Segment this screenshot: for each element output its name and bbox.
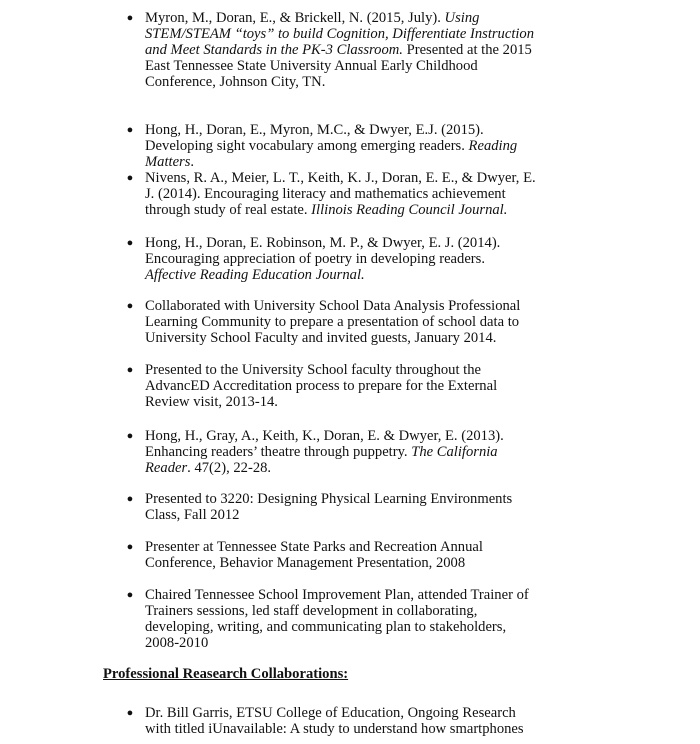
text-segment: 2008-2010 — [145, 635, 209, 652]
text-line — [145, 603, 525, 619]
text-segment: Hong, H., Gray, A., Keith, K., Doran, E. & Dwyer, E. (2013). — [145, 428, 504, 444]
text-segment: AdvancED Accreditation process to prepare for the External — [145, 378, 498, 395]
bullet-icon: ● — [126, 430, 134, 442]
text-line — [145, 428, 525, 444]
bullet-icon: ● — [126, 541, 134, 553]
italic-text: Reading — [468, 138, 518, 155]
bullet-icon: ● — [126, 124, 134, 136]
text-line — [145, 444, 525, 460]
text-segment: J. (2014). Encouraging literacy and mathematics achievement — [145, 186, 506, 203]
text-line — [145, 635, 525, 651]
text-segment: with titled iUnavailable: A study to understand how smartphones — [145, 721, 524, 738]
text-segment: Hong, H., Doran, E., Myron, M.C., & Dwyer, E.J. (2015). — [145, 122, 484, 138]
text-line — [145, 170, 536, 186]
text-line — [145, 491, 525, 507]
text-segment: Collaborated with University School Data Analysis Professional — [145, 298, 521, 314]
bullet-icon: ● — [126, 364, 134, 376]
text-segment: Presented at the 2015 — [402, 42, 532, 59]
list-item — [126, 362, 525, 411]
text-segment: Nivens, R. A., Meier, L. T., Keith, K. J., Doran, E. E., & Dwyer, E. — [145, 170, 536, 186]
text-segment: University School Faculty and invited guests, January 2014. — [145, 330, 497, 347]
bullet-icon: ● — [126, 237, 134, 249]
list-item — [126, 170, 536, 219]
text-line — [145, 267, 525, 283]
text-line — [145, 58, 525, 74]
list-item — [126, 428, 525, 477]
list-item — [126, 10, 535, 91]
text-segment: Chaired Tennessee School Improvement Plan, attended Trainer of — [145, 587, 529, 603]
text-segment: Myron, M., Doran, E., & Brickell, N. (2015, July). — [145, 10, 445, 26]
bullet-icon: ● — [126, 589, 134, 601]
bullet-icon: ● — [126, 300, 134, 312]
text-segment: Hong, H., Doran, E. Robinson, M. P., & Dwyer, E. J. (2014). — [145, 235, 501, 251]
text-line — [145, 619, 525, 635]
text-line — [145, 251, 525, 267]
list-item — [126, 587, 529, 652]
text-line — [145, 555, 525, 571]
text-line — [145, 587, 529, 603]
text-line — [145, 298, 525, 314]
text-segment: Review visit, 2013-14. — [145, 394, 278, 411]
text-line — [145, 460, 525, 476]
text-segment: Learning Community to prepare a presentation of school data to — [145, 314, 520, 331]
text-segment: East Tennessee State University Annual Early Childhood — [145, 58, 478, 75]
italic-text: The California — [411, 444, 498, 461]
text-segment: Enhancing readers’ theatre through puppetry. — [145, 444, 412, 461]
text-segment: Trainers sessions, led staff development in collaborating, — [145, 603, 478, 620]
text-line — [145, 74, 525, 90]
list-item — [126, 122, 525, 171]
text-line — [145, 314, 525, 330]
text-segment: . 47(2), 22-28. — [187, 460, 272, 477]
text-line — [145, 154, 525, 170]
text-line — [145, 122, 525, 138]
bullet-icon: ● — [126, 172, 134, 184]
text-segment: through study of real estate. — [145, 202, 312, 219]
italic-text: Affective Reading Education Journal. — [145, 267, 365, 284]
bullet-icon: ● — [126, 12, 134, 24]
text-line — [145, 507, 525, 523]
text-segment: Dr. Bill Garris, ETSU College of Education, Ongoing Research — [145, 705, 516, 721]
text-segment: Presented to 3220: Designing Physical Learning Environments — [145, 491, 513, 507]
text-line — [145, 10, 525, 26]
text-line — [145, 721, 525, 737]
text-segment: . — [190, 154, 195, 171]
text-line — [145, 539, 525, 555]
text-line — [145, 235, 525, 251]
text-line — [145, 705, 525, 721]
list-item — [126, 539, 525, 572]
list-item — [126, 298, 525, 347]
text-line — [145, 202, 525, 218]
text-line — [145, 378, 525, 394]
text-line — [145, 394, 525, 410]
text-segment: Conference, Behavior Management Presentation, 2008 — [145, 555, 466, 572]
text-segment: Presented to the University School faculty throughout the — [145, 362, 481, 378]
text-line — [145, 186, 525, 202]
text-line — [145, 138, 525, 154]
text-segment: Encouraging appreciation of poetry in developing readers. — [145, 251, 485, 268]
section-heading: Professional Reasearch Collaborations: — [103, 666, 349, 682]
list-item — [126, 491, 525, 524]
italic-text: Matters — [145, 154, 191, 171]
bullet-icon: ● — [126, 707, 134, 719]
text-segment: Developing sight vocabulary among emerging readers. — [145, 138, 469, 155]
italic-text: STEM/STEAM “toys” to build Cognition, Differentiate Instruction — [145, 26, 535, 43]
list-item — [126, 235, 525, 284]
text-segment: Presenter at Tennessee State Parks and Recreation Annual — [145, 539, 483, 555]
text-segment: developing, writing, and communicating plan to stakeholders, — [145, 619, 507, 636]
list-item — [126, 705, 525, 738]
text-line — [145, 42, 532, 59]
text-line — [145, 26, 535, 43]
italic-text: Using — [444, 10, 480, 26]
text-line — [145, 330, 525, 346]
italic-text: Illinois Reading Council Journal. — [311, 202, 508, 219]
italic-text: and Meet Standards in the PK-3 Classroom. — [145, 42, 403, 59]
text-line — [145, 362, 525, 378]
italic-text: Reader — [145, 460, 188, 477]
bullet-icon: ● — [126, 493, 134, 505]
text-segment: Conference, Johnson City, TN. — [145, 74, 326, 91]
text-segment: Class, Fall 2012 — [145, 507, 240, 524]
